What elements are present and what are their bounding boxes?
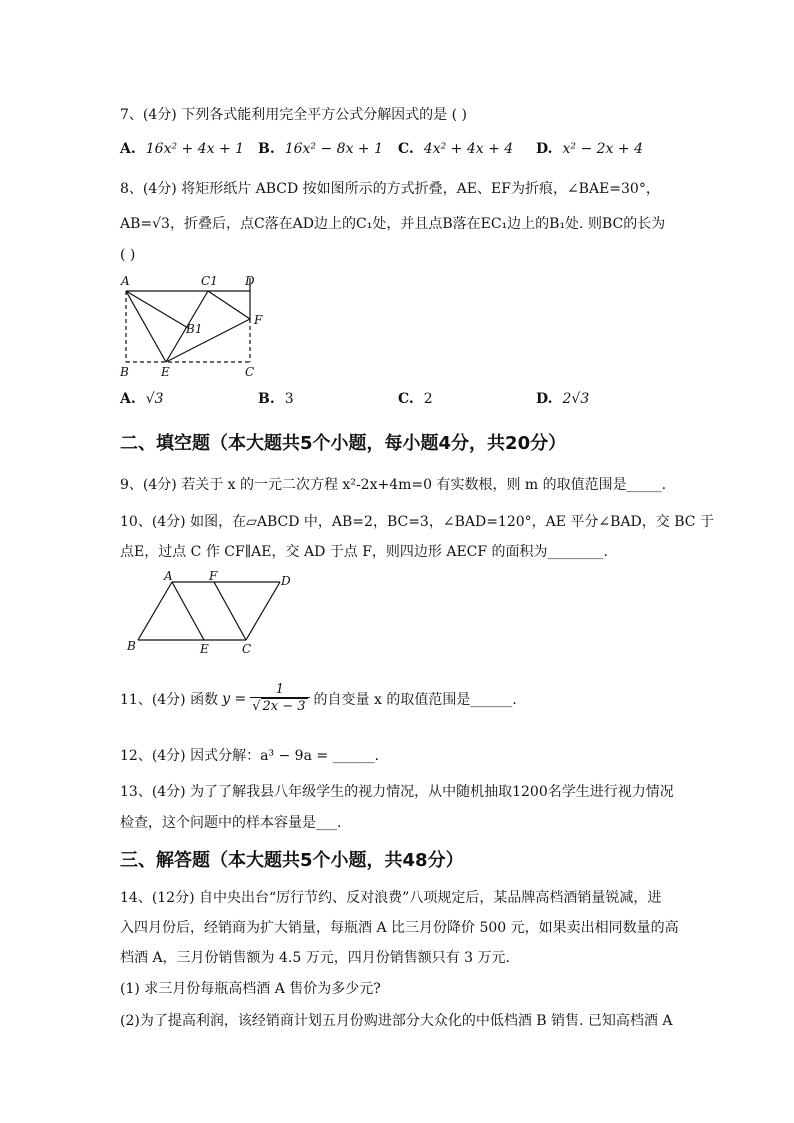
q11-numerator: 1 [250, 682, 309, 698]
q8-label-d: D [245, 274, 255, 288]
q14-part2: (2)为了提高利润，该经销商计划五月份购进部分大众化的中低档酒 B 销售. 已知高档酒 A [120, 1013, 673, 1029]
q7-stem: 7、(4分) 下列各式能利用完全平方公式分解因式的是 ( ) [120, 107, 468, 123]
q8-option-b: B. 3 [258, 391, 294, 407]
q11-func: y = [222, 690, 247, 707]
q10-seg-ae [172, 582, 204, 640]
q10-line2: 点E，过点 C 作 CF∥AE，交 AD 于点 F，则四边形 AECF 的面积为________. [120, 544, 609, 560]
q10-seg-cd [246, 582, 280, 640]
q10-label-e: E [200, 642, 209, 656]
q8-label-c1: C1 [201, 274, 218, 288]
q7-option-c: C. 4x² + 4x + 4 [398, 141, 514, 157]
section-3-title: 三、解答题（本大题共5个小题，共48分） [120, 850, 464, 871]
q13-line2: 检查，这个问题中的样本容量是___. [120, 815, 342, 831]
q8-figure [114, 270, 274, 380]
q11-fraction [250, 682, 309, 715]
q7-option-a: A. 16x² + 4x + 1 [120, 141, 245, 157]
q8-line3: ( ) [120, 247, 136, 263]
q9-text: 9、(4分) 若关于 x 的一元二次方程 x²-2x+4m=0 有实数根，则 m 的取值范围是_____. [120, 477, 667, 493]
q8-option-a: A. √3 [120, 391, 164, 407]
q11-prefix: 11、(4分) 函数 [120, 691, 219, 708]
q14-line2: 入四月份后，经销商为扩大销量，每瓶酒 A 比三月份降价 500 元，如果卖出相同数量的高 [120, 920, 679, 936]
q12-text: 12、(4分) 因式分解：a³ − 9a = ______. [120, 748, 380, 764]
q8-seg-c1f [208, 291, 250, 319]
q8-seg-ab1 [126, 291, 188, 328]
q8-line1: 8、(4分) 将矩形纸片 ABCD 按如图所示的方式折叠，AE、EF为折痕，∠BAE=30°， [120, 181, 660, 197]
q8-label-e: E [161, 365, 170, 379]
q10-seg-ab [138, 582, 172, 640]
q10-line1: 10、(4分) 如图，在▱ABCD 中，AB=2，BC=3，∠BAD=120°，AE 平分∠BAD，交 BC 于 [120, 514, 714, 530]
q8-label-c: C [245, 365, 255, 379]
q10-seg-fc [214, 582, 246, 640]
q8-label-a: A [121, 274, 130, 288]
q8-line2: AB=√3，折叠后，点C落在AD边上的C₁处，并且点B落在EC₁边上的B₁处. 则BC的长为 [120, 216, 666, 232]
q10-figure [124, 570, 300, 656]
section-2-title: 二、填空题（本大题共5个小题，每小题4分，共20分） [120, 433, 567, 454]
q7-option-b: B. 16x² − 8x + 1 [258, 141, 384, 157]
q11-suffix: 的自变量 x 的取值范围是______. [313, 691, 517, 708]
q13-line1: 13、(4分) 为了了解我县八年级学生的视力情况，从中随机抽取1200名学生进行视力情况 [120, 784, 674, 800]
q8-option-d: D. 2√3 [536, 391, 590, 407]
q14-part1: (1) 求三月份每瓶高档酒 A 售价为多少元? [120, 981, 381, 997]
q11-line [120, 682, 517, 715]
q14-line3: 档酒 A，三月份销售额为 4.5 万元，四月份销售额只有 3 万元. [120, 950, 510, 966]
q8-label-b1: B1 [186, 322, 203, 336]
q11-denominator: √ 2x − 3 [252, 699, 306, 714]
q10-label-d: D [281, 574, 291, 588]
q10-label-b: B [127, 639, 136, 653]
q8-label-b: B [120, 365, 129, 379]
q8-option-c: C. 2 [398, 391, 433, 407]
q10-label-f: F [209, 570, 218, 583]
q10-label-a: A [164, 570, 173, 583]
q8-label-f: F [254, 313, 263, 327]
q7-option-d: D. x² − 2x + 4 [536, 141, 643, 157]
q10-label-c: C [242, 642, 252, 656]
q14-line1: 14、(12分) 自中央出台“厉行节约、反对浪费”八项规定后，某品牌高档酒销量锐减，进 [120, 890, 662, 906]
q8-seg-ae [126, 291, 166, 362]
